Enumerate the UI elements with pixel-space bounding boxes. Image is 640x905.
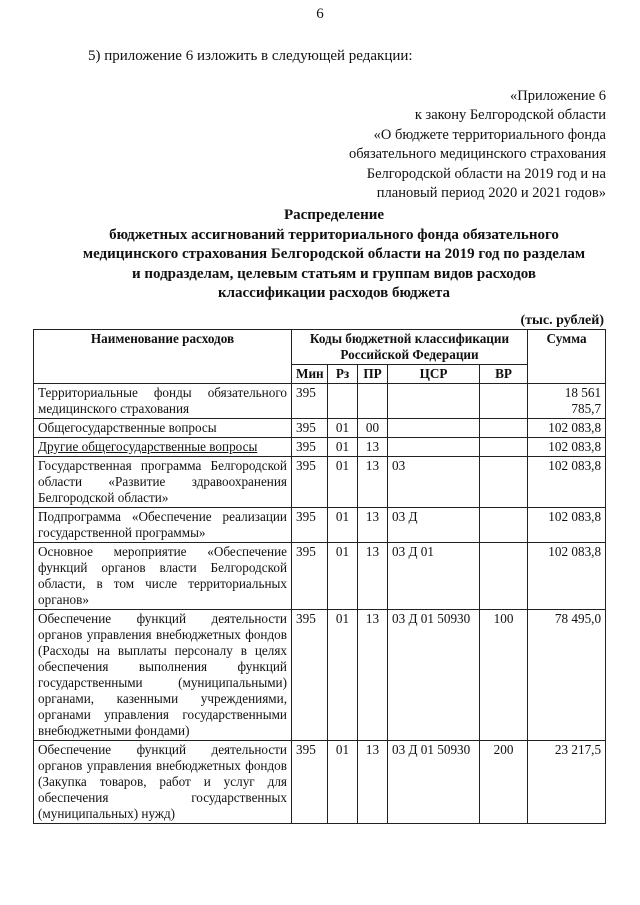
cell-name: Обеспечение функций деятельности органов управления внебюджетных фондов (Расходы на выплаты персоналу в целях обеспечения выполнения функций государственными (муниципальными) органами, казенными учреждениями, органами управления государственными внебюджетными фондами) — [34, 610, 292, 741]
title-line: и подразделам, целевым статьям и группам видов расходов — [131, 265, 537, 282]
cell-sum: 78 495,0 — [528, 610, 606, 741]
cell-vr — [480, 543, 528, 610]
cell-pr: 13 — [358, 438, 388, 457]
cell-rz: 01 — [328, 741, 358, 824]
appendix-line: «О бюджете территориального фонда — [373, 126, 606, 143]
cell-csr: 03 Д — [388, 508, 480, 543]
table-row — [34, 508, 606, 543]
cell-csr — [388, 419, 480, 438]
cell-vr: 200 — [480, 741, 528, 824]
table-row — [34, 741, 606, 824]
cell-rz — [328, 384, 358, 419]
cell-sum: 102 083,8 — [528, 508, 606, 543]
title-line: медицинского страхования Белгородской области на 2019 год по разделам — [82, 246, 586, 263]
header-name: Наименование расходов — [34, 330, 292, 384]
header-rz: Рз — [328, 365, 358, 384]
cell-sum: 102 083,8 — [528, 419, 606, 438]
cell-csr: 03 Д 01 50930 — [388, 741, 480, 824]
cell-name: Другие общегосударственные вопросы — [34, 438, 292, 457]
cell-pr: 13 — [358, 543, 388, 610]
header-pr: ПР — [358, 365, 388, 384]
cell-pr — [358, 384, 388, 419]
cell-vr — [480, 438, 528, 457]
cell-pr: 13 — [358, 741, 388, 824]
appendix-line: обязательного медицинского страхования — [349, 146, 606, 163]
units-label: (тыс. рублей) — [520, 313, 604, 328]
cell-name: Государственная программа Белгородской области «Развитие здравоохранения Белгородской области» — [34, 457, 292, 508]
header-min: Мин — [292, 365, 328, 384]
cell-rz: 01 — [328, 508, 358, 543]
cell-csr — [388, 438, 480, 457]
cell-min: 395 — [292, 419, 328, 438]
table-row — [34, 610, 606, 741]
header-codes: Коды бюджетной классификации Российской Федерации — [292, 330, 528, 365]
header-vr: ВР — [480, 365, 528, 384]
cell-rz: 01 — [328, 419, 358, 438]
cell-rz: 01 — [328, 610, 358, 741]
title-line: классификации расходов бюджета — [217, 285, 451, 302]
cell-min: 395 — [292, 741, 328, 824]
cell-min: 395 — [292, 610, 328, 741]
intro-text: 5) приложение 6 изложить в следующей редакции: — [88, 48, 413, 64]
cell-vr — [480, 384, 528, 419]
cell-sum: 102 083,8 — [528, 543, 606, 610]
title-line: Распределение — [283, 207, 385, 223]
cell-vr — [480, 419, 528, 438]
cell-name: Территориальные фонды обязательного медицинского страхования — [34, 384, 292, 419]
appendix-line: плановый период 2020 и 2021 годов» — [376, 185, 606, 202]
header-sum: Сумма — [528, 330, 606, 384]
cell-sum: 18 561 785,7 — [528, 384, 606, 419]
cell-vr: 100 — [480, 610, 528, 741]
appendix-header — [276, 87, 606, 203]
cell-pr: 13 — [358, 610, 388, 741]
page-number: 6 — [316, 6, 324, 22]
cell-rz: 01 — [328, 438, 358, 457]
cell-name: Обеспечение функций деятельности органов управления внебюджетных фондов (Закупка товаров, работ и услуг для обеспечения государственных (муниципальных) нужд) — [34, 741, 292, 824]
table-row — [34, 438, 606, 457]
appendix-line: «Приложение 6 — [510, 88, 606, 104]
cell-pr: 00 — [358, 419, 388, 438]
cell-csr: 03 — [388, 457, 480, 508]
appendix-line: Белгородской области на 2019 год и на — [366, 165, 606, 182]
budget-table — [33, 329, 606, 824]
cell-rz: 01 — [328, 457, 358, 508]
table-row — [34, 419, 606, 438]
cell-vr — [480, 457, 528, 508]
cell-pr: 13 — [358, 508, 388, 543]
appendix-line: к закону Белгородской области — [414, 107, 606, 124]
cell-pr: 13 — [358, 457, 388, 508]
cell-sum: 102 083,8 — [528, 438, 606, 457]
document-title — [64, 206, 604, 304]
header-csr: ЦСР — [388, 365, 480, 384]
cell-vr — [480, 508, 528, 543]
cell-csr: 03 Д 01 — [388, 543, 480, 610]
cell-min: 395 — [292, 543, 328, 610]
cell-min: 395 — [292, 508, 328, 543]
cell-csr: 03 Д 01 50930 — [388, 610, 480, 741]
cell-rz: 01 — [328, 543, 358, 610]
cell-name: Подпрограмма «Обеспечение реализации государственной программы» — [34, 508, 292, 543]
cell-sum: 23 217,5 — [528, 741, 606, 824]
title-line: бюджетных ассигнований территориального фонда обязательного — [109, 226, 559, 243]
table-row — [34, 384, 606, 419]
cell-name: Основное мероприятие «Обеспечение функций органов власти Белгородской области, в том числе территориальных органов» — [34, 543, 292, 610]
cell-sum: 102 083,8 — [528, 457, 606, 508]
cell-min: 395 — [292, 457, 328, 508]
table-row — [34, 457, 606, 508]
cell-name: Общегосударственные вопросы — [34, 419, 292, 438]
cell-min: 395 — [292, 384, 328, 419]
table-row — [34, 543, 606, 610]
cell-csr — [388, 384, 480, 419]
cell-min: 395 — [292, 438, 328, 457]
